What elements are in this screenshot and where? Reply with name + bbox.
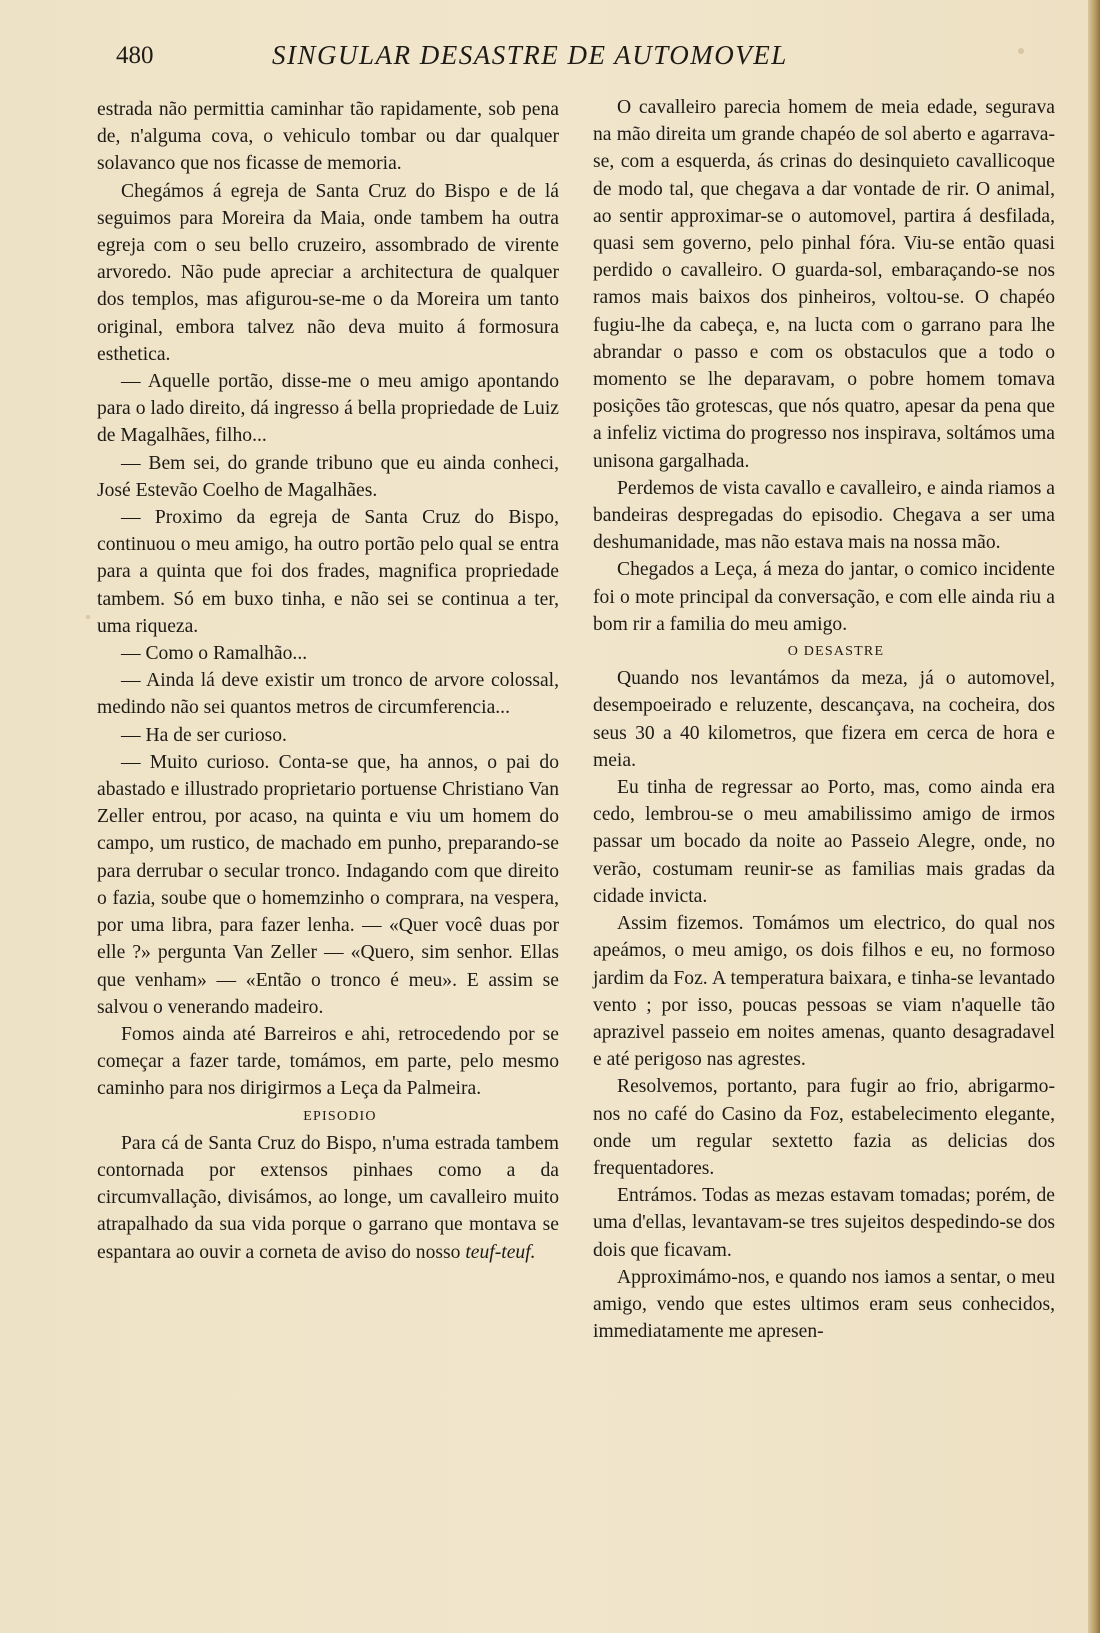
left-column [97,96,559,1266]
paragraph: estrada não permittia caminhar tão rapidamente, sob pena de, n'alguma cova, o vehiculo tombar ou dar qualquer solavanco que nos ficasse de memoria. [97,99,559,175]
paragraph: Quando nos levantámos da meza, já o automovel, desempoeirado e reluzente, descançava, na cocheira, dos seus 30 a 40 kilometros, que fizera em cerca de hora e meia. [593,668,1055,771]
paragraph: Chegados a Leça, á meza do jantar, o comico incidente foi o mote principal da conversação, e com elle ainda riu a bom rir a familia do meu amigo. [593,559,1055,635]
paragraph: Assim fizemos. Tomámos um electrico, do qual nos apeámos, o meu amigo, os dois filhos e eu, no formoso jardim da Foz. A temperatura baixara, e tinha-se levantado vento ; por isso, poucas pessoas se viam n'aquelle tão aprazivel passeio em noites amenas, quanto desagradavel e até perigoso nas agrestes. [593,913,1055,1071]
paragraph: — Ha de ser curioso. [121,724,287,746]
paragraph: Chegámos á egreja de Santa Cruz do Bispo e de lá seguimos para Moreira da Maia, onde tambem ha outra egreja com o seu bello cruzeiro, assombrado de virente arvoredo. Não pude apreciar a architectura de qualquer dos templos, mas afigurou-se-me o da Moreira um tanto original, embora talvez não deva muito á formosura esthetica. [97,180,559,365]
paragraph: Resolvemos, portanto, para fugir ao frio, abrigarmo-nos no café do Casino da Foz, estabelecimento elegante, onde um regular sextetto fazia as delicias dos frequentadores. [593,1076,1055,1179]
paragraph [97,1130,559,1266]
italic-word: teuf-teuf. [465,1241,536,1263]
paragraph: Entrámos. Todas as mezas estavam tomadas; porém, de uma d'ellas, levantavam-se tres sujeitos despedindo-se dos dois que ficavam. [593,1185,1055,1261]
page-number: 480 [116,42,154,69]
paragraph: — Bem sei, do grande tribuno que eu ainda conheci, José Estevão Coelho de Magalhães. [97,452,559,501]
paragraph: O cavalleiro parecia homem de meia edade, segurava na mão direita um grande chapéo de sol aberto e agarrava-se, com a esquerda, ás crinas do desinquieto cavallicoque de modo tal, que chegava a dar vontade de rir. O animal, ao sentir approximar-se o automovel, partira á desfilada, quasi sem governo, pelo pinhal fóra. Viu-se então quasi perdido o cavalleiro. O guarda-sol, embaraçando-se nos ramos mais baixos dos pinheiros, voltou-se. O chapéo fugiu-lhe da cabeça, e, na lucta com o garrano para lhe abrandar o passo e com os obstaculos que a todo o momento se lhe deparavam, o pobre homem tomava posições tão grotescas, que nós quatro, apesar da pena que a infeliz victima do progresso nos inspirava, soltámos uma unisona gargalhada. [593,97,1055,472]
paragraph: — Ainda lá deve existir um tronco de arvore colossal, medindo não sei quantos metros de circumferencia... [97,670,559,719]
paragraph: — Proximo da egreja de Santa Cruz do Bispo, continuou o meu amigo, ha outro portão pelo qual se entra para a quinta que foi dos frades, magnifica propriedade tambem. Só em buxo tinha, e não sei se continua a ter, uma riqueza. [97,507,559,637]
paper-spot [1018,48,1024,54]
paragraph: — Muito curioso. Conta-se que, ha annos, o pai do abastado e illustrado proprietario portuense Christiano Van Zeller entrou, por acaso, na quinta e viu um homem do campo, um rustico, de machado em punho, preparando-se para derrubar o secular tronco. Indagando com que direito o fazia, soube que o homemzinho o comprara, na vespera, por uma libra, para fazer lenha. — «Quer você duas por elle ?» pergunta Van Zeller — «Quero, sim senhor. Ellas que venham» — «Então o tronco é meu». E assim se salvou o venerando madeiro. [97,751,559,1018]
paragraph: Approximámo-nos, e quando nos iamos a sentar, o meu amigo, vendo que estes ultimos eram seus conhecidos, immediatamente me apresen- [593,1266,1055,1343]
paragraph: — Aquelle portão, disse-me o meu amigo apontando para o lado direito, dá ingresso á bella propriedade de Luiz de Magalhães, filho... [97,371,559,447]
paragraph-text: Para cá de Santa Cruz do Bispo, n'uma estrada tambem contornada por extensos pinhaes como a da circumvallação, divisámos, ao longe, um cavalleiro muito atrapalhado da sua vida porque o garrano que montava se espantara ao ouvir a corneta de aviso do nosso [97,1132,559,1263]
section-heading-episodio: EPISODIO [303,1108,377,1124]
paper-spot [86,615,90,619]
running-title: SINGULAR DESASTRE DE AUTOMOVEL [272,40,788,70]
binding-edge [1088,0,1100,1633]
section-heading-o-desastre: O DESASTRE [787,644,885,660]
paragraph: Perdemos de vista cavallo e cavalleiro, e ainda riamos a bandeiras despregadas do episodio. Chegava a ser uma deshumanidade, mas não estava mais na nossa mão. [593,477,1055,554]
paragraph: — Como o Ramalhão... [121,643,308,665]
paragraph: Fomos ainda até Barreiros e ahi, retrocedendo por se começar a fazer tarde, tomámos, em parte, pelo mesmo caminho para nos dirigirmos a Leça da Palmeira. [97,1023,559,1100]
paragraph: Eu tinha de regressar ao Porto, mas, como ainda era cedo, lembrou-se o meu amabilissimo amigo de irmos passar um bocado da noite ao Passeio Alegre, onde, no verão, costumam reunir-se as familias mais gradas da cidade invicta. [593,777,1055,907]
right-column [593,94,1055,1345]
page-header [112,36,972,76]
